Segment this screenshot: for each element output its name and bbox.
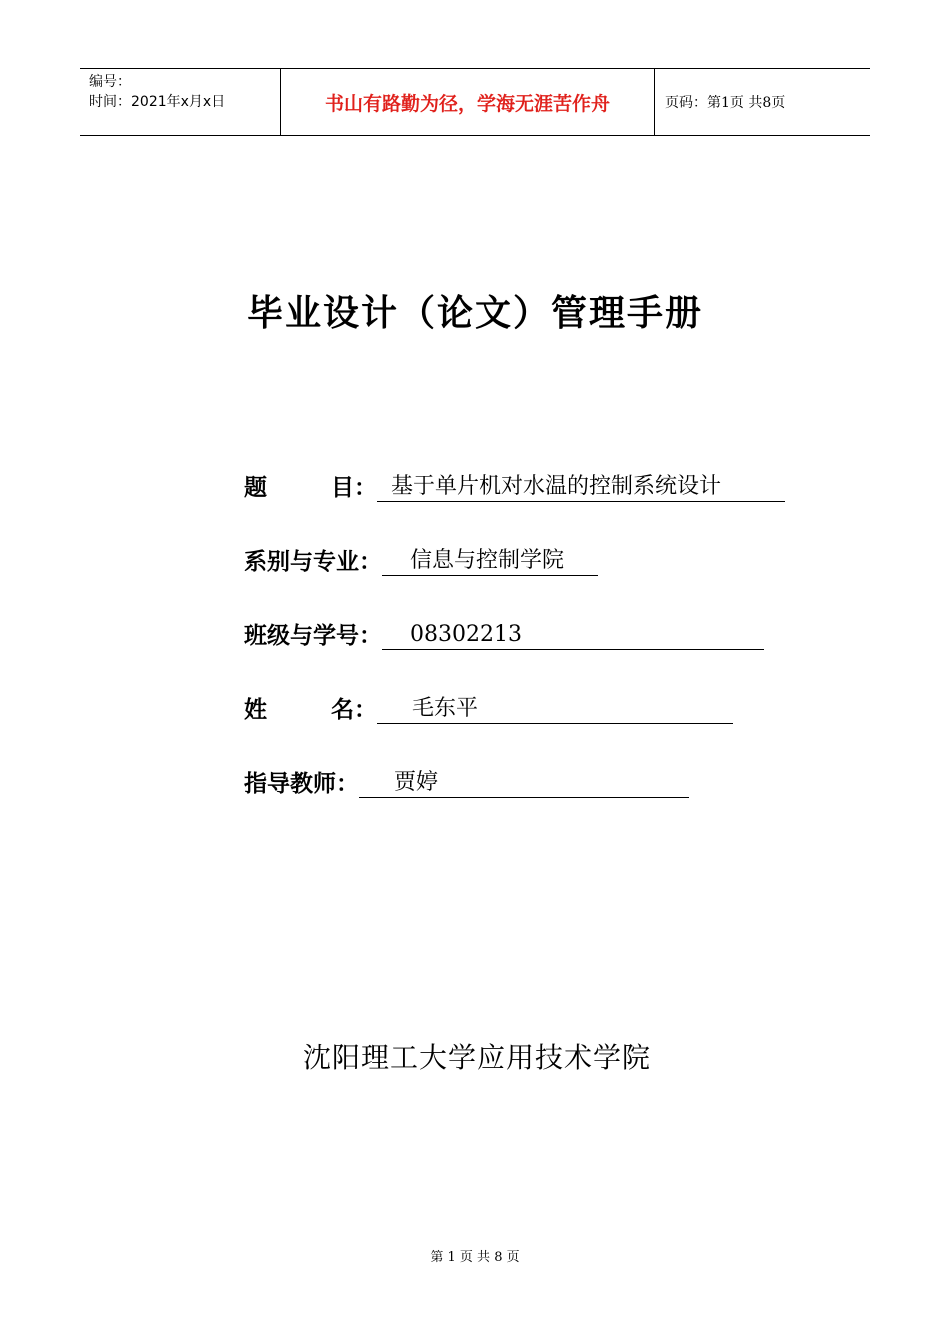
field-class-id — [244, 614, 764, 650]
page-header — [80, 68, 870, 136]
field-department — [244, 540, 598, 576]
college-name: 沈阳理工大学应用技术学院 — [303, 1041, 652, 1074]
document-title — [0, 285, 950, 336]
field-name-value: 毛东平 — [377, 694, 733, 724]
field-name — [244, 688, 733, 724]
field-department-label: 系别与专业： — [244, 548, 382, 575]
field-name-label: 姓 名： — [244, 696, 378, 723]
header-motto: 书山有路勤为径，学海无涯苦作舟 — [281, 69, 655, 135]
document-time-label: 时间：2021年x月x日 — [89, 94, 226, 110]
page-footer: 第 1 页 共 8 页 — [430, 1250, 520, 1265]
field-advisor-value: 贾婷 — [359, 768, 689, 798]
field-class-id-label: 班级与学号： — [244, 622, 382, 649]
field-department-value: 信息与控制学院 — [382, 546, 598, 576]
document-number-label: 编号： — [89, 74, 131, 90]
header-info-cell — [80, 69, 281, 135]
document-title-text: 毕业设计（论文）管理手册 — [246, 292, 703, 334]
field-class-id-value: 08302213 — [382, 620, 764, 650]
field-topic-label: 题 目： — [244, 474, 378, 501]
field-topic — [244, 466, 785, 502]
field-topic-value: 基于单片机对水温的控制系统设计 — [377, 472, 785, 502]
header-page-code: 页码：第1页 共8页 — [665, 95, 786, 111]
field-advisor-label: 指导教师： — [244, 770, 359, 797]
field-advisor — [244, 762, 689, 798]
